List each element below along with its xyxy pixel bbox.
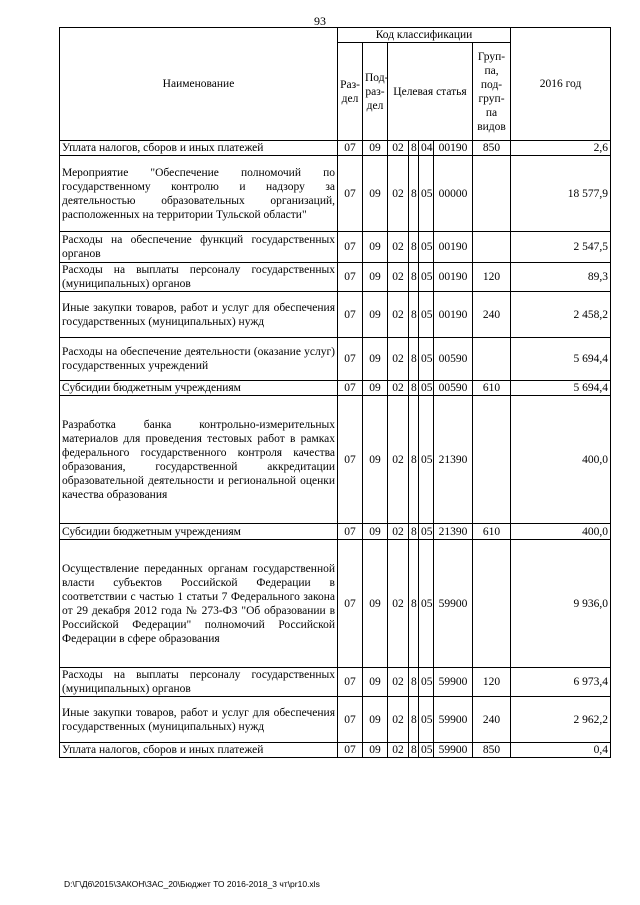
row-amount: 5 694,4 — [511, 338, 611, 381]
table-row — [60, 156, 611, 232]
row-razdel: 07 — [338, 668, 363, 697]
row-target-4: 00190 — [434, 263, 473, 292]
row-razdel: 07 — [338, 524, 363, 540]
row-razdel: 07 — [338, 381, 363, 396]
row-name: Осуществление переданных органам государственной власти субъектов Российской Федерации в соответствии с частью 1 статьи 7 Федерального закона от 29 декабря 2012 года № 273-ФЗ "Об образовании в Российской Федерации" полномочий Российской Федерации в сфере образования — [60, 540, 338, 668]
row-target-4: 00000 — [434, 156, 473, 232]
row-vid: 850 — [473, 743, 511, 758]
table-row — [60, 697, 611, 743]
table-row — [60, 263, 611, 292]
row-target-4: 59900 — [434, 743, 473, 758]
row-vid — [473, 156, 511, 232]
table-row — [60, 540, 611, 668]
row-name: Расходы на выплаты персоналу государственных (муниципальных) органов — [60, 668, 338, 697]
row-target-3: 05 — [419, 668, 434, 697]
table-row — [60, 292, 611, 338]
row-razdel: 07 — [338, 292, 363, 338]
table-row — [60, 396, 611, 524]
row-target-3: 05 — [419, 524, 434, 540]
row-razdel: 07 — [338, 540, 363, 668]
row-podrazdel: 09 — [363, 292, 388, 338]
row-podrazdel: 09 — [363, 338, 388, 381]
row-name: Иные закупки товаров, работ и услуг для обеспечения государственных (муниципальных) нужд — [60, 697, 338, 743]
row-name: Мероприятие "Обеспечение полномочий по государственному контролю и надзору за деятельностью образовательных организаций, расположенных на территории Тульской области" — [60, 156, 338, 232]
row-amount: 2 458,2 — [511, 292, 611, 338]
row-target-1: 02 — [388, 156, 409, 232]
row-target-1: 02 — [388, 396, 409, 524]
row-target-2: 8 — [409, 524, 419, 540]
header-target: Целевая статья — [388, 43, 473, 141]
row-target-1: 02 — [388, 524, 409, 540]
row-vid — [473, 540, 511, 668]
row-target-2: 8 — [409, 381, 419, 396]
row-target-1: 02 — [388, 743, 409, 758]
row-target-4: 21390 — [434, 524, 473, 540]
row-target-3: 05 — [419, 338, 434, 381]
row-vid: 240 — [473, 292, 511, 338]
row-vid: 850 — [473, 141, 511, 156]
header-year: 2016 год — [511, 28, 611, 141]
row-podrazdel: 09 — [363, 381, 388, 396]
row-name: Расходы на обеспечение функций государственных органов — [60, 232, 338, 263]
row-podrazdel: 09 — [363, 697, 388, 743]
budget-table — [59, 27, 611, 758]
row-target-2: 8 — [409, 263, 419, 292]
row-vid: 120 — [473, 668, 511, 697]
row-razdel: 07 — [338, 338, 363, 381]
row-target-4: 00190 — [434, 232, 473, 263]
table-row — [60, 338, 611, 381]
row-podrazdel: 09 — [363, 524, 388, 540]
row-vid — [473, 232, 511, 263]
header-razdel: Раз-дел — [338, 43, 363, 141]
row-target-2: 8 — [409, 156, 419, 232]
row-target-1: 02 — [388, 540, 409, 668]
row-vid: 610 — [473, 524, 511, 540]
row-target-2: 8 — [409, 396, 419, 524]
row-target-2: 8 — [409, 232, 419, 263]
row-name: Расходы на выплаты персоналу государственных (муниципальных) органов — [60, 263, 338, 292]
row-target-3: 05 — [419, 232, 434, 263]
row-razdel: 07 — [338, 396, 363, 524]
row-vid: 240 — [473, 697, 511, 743]
row-target-3: 05 — [419, 381, 434, 396]
row-amount: 2,6 — [511, 141, 611, 156]
row-podrazdel: 09 — [363, 396, 388, 524]
row-podrazdel: 09 — [363, 263, 388, 292]
row-target-2: 8 — [409, 668, 419, 697]
table-row — [60, 141, 611, 156]
row-vid: 610 — [473, 381, 511, 396]
footer-file-path: D:\Г\Д6\2015\ЗАКОН\ЗАС_20\Бюджет ТО 2016-2018_3 чт\pr10.xls — [64, 879, 320, 889]
row-target-2: 8 — [409, 697, 419, 743]
row-amount: 9 936,0 — [511, 540, 611, 668]
row-name: Субсидии бюджетным учреждениям — [60, 381, 338, 396]
row-target-1: 02 — [388, 263, 409, 292]
table-row — [60, 743, 611, 758]
table-row — [60, 524, 611, 540]
header-name: Наименование — [60, 28, 338, 141]
row-amount: 6 973,4 — [511, 668, 611, 697]
row-podrazdel: 09 — [363, 141, 388, 156]
row-razdel: 07 — [338, 156, 363, 232]
table-row — [60, 232, 611, 263]
row-target-1: 02 — [388, 381, 409, 396]
row-target-1: 02 — [388, 232, 409, 263]
row-target-1: 02 — [388, 668, 409, 697]
row-name: Уплата налогов, сборов и иных платежей — [60, 141, 338, 156]
row-target-3: 05 — [419, 697, 434, 743]
row-target-3: 04 — [419, 141, 434, 156]
row-name: Иные закупки товаров, работ и услуг для обеспечения государственных (муниципальных) нужд — [60, 292, 338, 338]
row-target-4: 00190 — [434, 292, 473, 338]
row-target-4: 59900 — [434, 540, 473, 668]
row-podrazdel: 09 — [363, 232, 388, 263]
table-row — [60, 668, 611, 697]
row-target-1: 02 — [388, 697, 409, 743]
row-amount: 0,4 — [511, 743, 611, 758]
row-target-1: 02 — [388, 338, 409, 381]
row-target-4: 00590 — [434, 338, 473, 381]
page-number: 93 — [314, 14, 326, 28]
row-amount: 400,0 — [511, 524, 611, 540]
row-target-1: 02 — [388, 141, 409, 156]
row-target-4: 59900 — [434, 697, 473, 743]
row-target-4: 59900 — [434, 668, 473, 697]
row-target-3: 05 — [419, 263, 434, 292]
header-group: Груп-па, под-груп-па видов — [473, 43, 511, 141]
row-podrazdel: 09 — [363, 743, 388, 758]
row-razdel: 07 — [338, 697, 363, 743]
row-target-2: 8 — [409, 141, 419, 156]
header-podrazdel: Под-раз-дел — [363, 43, 388, 141]
row-target-3: 05 — [419, 743, 434, 758]
table-row — [60, 381, 611, 396]
row-target-4: 21390 — [434, 396, 473, 524]
row-podrazdel: 09 — [363, 156, 388, 232]
row-target-2: 8 — [409, 743, 419, 758]
row-name: Расходы на обеспечение деятельности (оказание услуг) государственных учреждений — [60, 338, 338, 381]
row-name: Разработка банка контрольно-измерительных материалов для проведения тестовых работ в рамках федерального государственного контроля качества образования, государственной аккредитации образовательной деятельности и региональной оценки качества образования — [60, 396, 338, 524]
row-vid: 120 — [473, 263, 511, 292]
row-target-1: 02 — [388, 292, 409, 338]
row-name: Уплата налогов, сборов и иных платежей — [60, 743, 338, 758]
row-target-3: 05 — [419, 156, 434, 232]
row-target-4: 00190 — [434, 141, 473, 156]
row-razdel: 07 — [338, 141, 363, 156]
row-vid — [473, 396, 511, 524]
row-target-2: 8 — [409, 338, 419, 381]
row-amount: 2 962,2 — [511, 697, 611, 743]
row-target-2: 8 — [409, 292, 419, 338]
row-amount: 5 694,4 — [511, 381, 611, 396]
row-razdel: 07 — [338, 743, 363, 758]
row-vid — [473, 338, 511, 381]
row-razdel: 07 — [338, 232, 363, 263]
row-target-2: 8 — [409, 540, 419, 668]
row-razdel: 07 — [338, 263, 363, 292]
row-target-3: 05 — [419, 292, 434, 338]
row-amount: 18 577,9 — [511, 156, 611, 232]
row-name: Субсидии бюджетным учреждениям — [60, 524, 338, 540]
row-target-3: 05 — [419, 540, 434, 668]
row-target-3: 05 — [419, 396, 434, 524]
row-amount: 89,3 — [511, 263, 611, 292]
row-amount: 400,0 — [511, 396, 611, 524]
row-amount: 2 547,5 — [511, 232, 611, 263]
row-podrazdel: 09 — [363, 668, 388, 697]
row-podrazdel: 09 — [363, 540, 388, 668]
header-code: Код классификации — [338, 28, 511, 43]
row-target-4: 00590 — [434, 381, 473, 396]
